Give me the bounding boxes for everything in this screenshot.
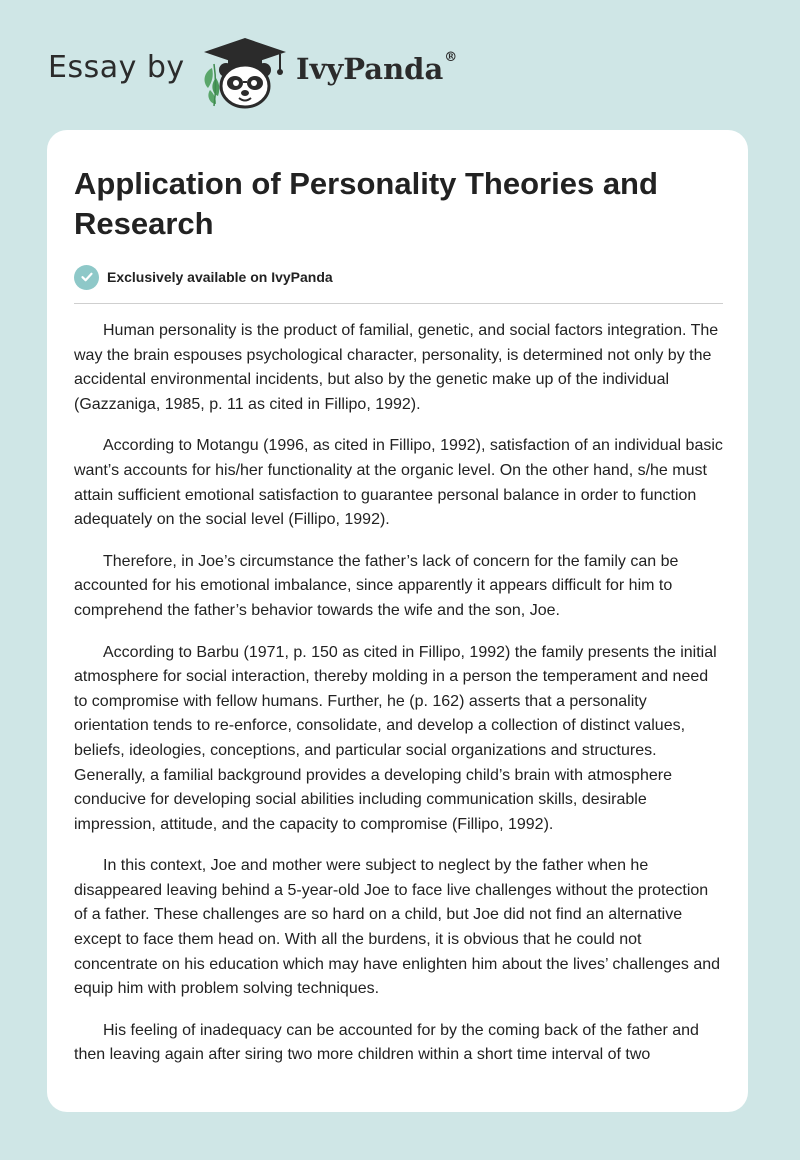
- badge-label: Exclusively available on IvyPanda: [107, 269, 333, 285]
- paragraph: Therefore, in Joe’s circumstance the father’s lack of concern for the family can be accounted for his emotional imbalance, since apparently it appears difficult for him to comprehend the father’s behavior towards the wife and the son, Joe.: [74, 552, 679, 619]
- divider: [74, 303, 723, 304]
- paragraph: According to Motangu (1996, as cited in Fillipo, 1992), satisfaction of an individual basic want’s accounts for his/her functionality at the organic level. On the other hand, s/he must attain sufficient emotional satisfaction to guarantee personal balance in order to function adequately on the social level (Fillipo, 1992).: [74, 437, 723, 529]
- brand-name[interactable]: [296, 52, 457, 86]
- exclusive-badge: [74, 264, 333, 290]
- site-header: [0, 0, 800, 130]
- panda-logo-icon[interactable]: [200, 34, 290, 110]
- essay-card: [47, 130, 748, 1112]
- check-circle-icon: [74, 265, 99, 290]
- essay-body: [74, 319, 724, 1085]
- brand-label: IvyPanda: [296, 52, 444, 86]
- paragraph: His feeling of inadequacy can be accounted for by the coming back of the father and then leaving again after siring two more children within a short time interval of two: [74, 1021, 699, 1064]
- paragraph: Human personality is the product of familial, genetic, and social factors integration. The way the brain espouses psychological character, personality, is determined not only by the accidental environmental incidents, but also by the genetic make up of the individual (Gazzaniga, 1985, p. 11 as cited in Fillipo, 1992).: [74, 322, 719, 413]
- paragraph: In this context, Joe and mother were subject to neglect by the father when he disappeared leaving behind a 5-year-old Joe to face live challenges without the protection of a father. These challenges are so hard on a child, but Joe did not find an alternative except to face them head on. With all the burdens, it is obvious that he could not concentrate on his education which may have enlighten him about the lives’ challenges and equip him with problem solving techniques.: [74, 857, 721, 998]
- page-title: Application of Personality Theories and Research: [74, 166, 658, 241]
- essay-by-label: Essay by: [48, 50, 185, 85]
- registered-mark: ®: [444, 50, 458, 65]
- paragraph: According to Barbu (1971, p. 150 as cited in Fillipo, 1992) the family presents the initial atmosphere for social interaction, thereby molding in a person the temperament and need to compromise with fellow humans. Further, he (p. 162) asserts that a personality orientation tends to re-enforce, consolidate, and develop a collection of distinct values, beliefs, ideologies, conceptions, and particular social organizations and structures. Generally, a familial background provides a developing child’s brain with atmosphere conducive for developing social abilities including communication skills, desirable impression, attitude, and the capacity to compromise (Fillipo, 1992).: [74, 643, 717, 833]
